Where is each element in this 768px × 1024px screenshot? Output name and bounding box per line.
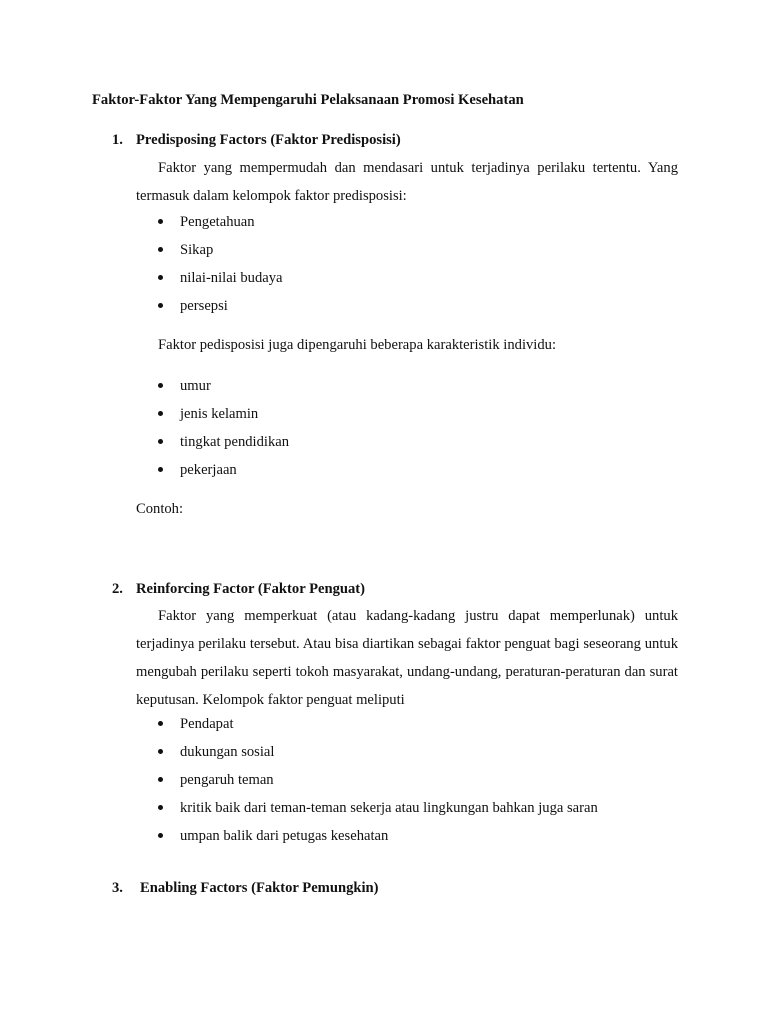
section-1-characteristics-list (158, 372, 289, 484)
example-label: Contoh: (136, 501, 184, 517)
section-2-list (158, 710, 598, 850)
list-item: tingkat pendidikan (158, 428, 289, 456)
list-item: nilai-nilai budaya (158, 264, 283, 292)
bullet-icon (158, 247, 163, 252)
list-item: umpan balik dari petugas kesehatan (158, 822, 598, 850)
bullet-icon (158, 805, 163, 810)
list-item: Sikap (158, 236, 283, 264)
section-2-intro: Faktor yang memperkuat (atau kadang-kadang justru dapat memperlunak) untuk terjadinya perilaku tersebut. Atau bisa diartikan sebagai faktor penguat bagi seseorang untuk mengubah perilaku seperti tokoh masyarakat, undang-undang, peraturan-peraturan dan surat keputusan. Kelompok faktor penguat meliputi (136, 608, 678, 708)
list-item: Pengetahuan (158, 208, 283, 236)
list-item: dukungan sosial (158, 738, 598, 766)
list-item: persepsi (158, 292, 283, 320)
document-title: Faktor-Faktor Yang Mempengaruhi Pelaksanaan Promosi Kesehatan (92, 92, 524, 108)
section-2-heading (112, 581, 365, 598)
section-1-list (158, 208, 283, 320)
bullet-icon (158, 833, 163, 838)
list-item: kritik baik dari teman-teman sekerja atau lingkungan bahkan juga saran (158, 794, 598, 822)
bullet-icon (158, 749, 163, 754)
section-number: 2. (112, 581, 123, 597)
list-item: pekerjaan (158, 456, 289, 484)
section-3-heading (112, 880, 379, 897)
section-title: Predisposing Factors (Faktor Predisposisi) (136, 132, 401, 148)
bullet-icon (158, 383, 163, 388)
section-1-note: Faktor pedisposisi juga dipengaruhi beberapa karakteristik individu: (158, 337, 556, 353)
section-1-intro: Faktor yang mempermudah dan mendasari untuk terjadinya perilaku tertentu. Yang termasuk dalam kelompok faktor predisposisi: (136, 160, 678, 204)
section-title: Reinforcing Factor (Faktor Penguat) (136, 581, 366, 597)
bullet-icon (158, 303, 163, 308)
section-number: 1. (112, 132, 123, 148)
bullet-icon (158, 777, 163, 782)
list-item: pengaruh teman (158, 766, 598, 794)
list-item: Pendapat (158, 710, 598, 738)
section-1-heading (112, 132, 401, 149)
section-number: 3. (112, 880, 123, 896)
bullet-icon (158, 721, 163, 726)
bullet-icon (158, 219, 163, 224)
bullet-icon (158, 411, 163, 416)
bullet-icon (158, 275, 163, 280)
bullet-icon (158, 467, 163, 472)
bullet-icon (158, 439, 163, 444)
list-item: jenis kelamin (158, 400, 289, 428)
section-title: Enabling Factors (Faktor Pemungkin) (140, 880, 379, 896)
list-item: umur (158, 372, 289, 400)
